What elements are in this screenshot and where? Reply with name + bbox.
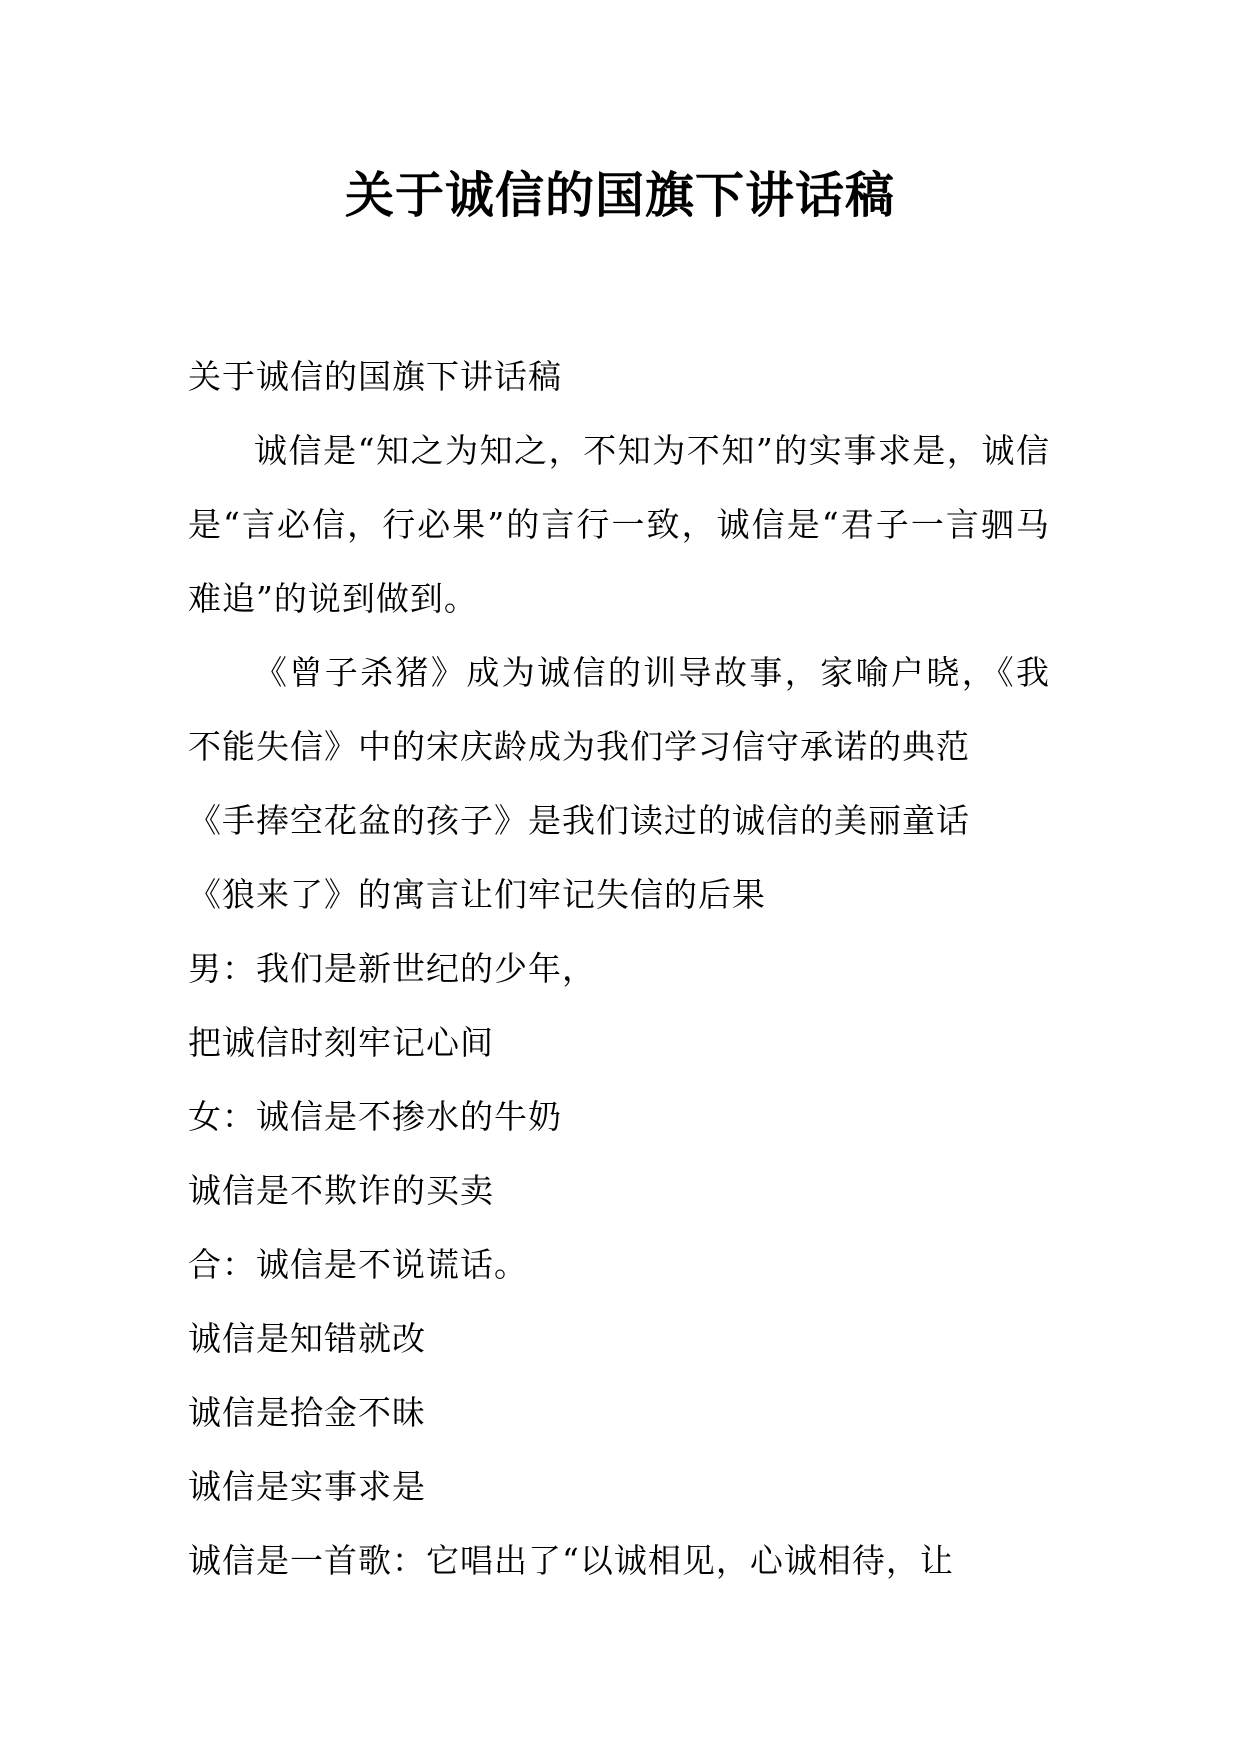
paragraph-song: 诚信是一首歌：它唱出了“以诚相见，心诚相待，让 [188,1541,954,1580]
paragraph-fable: 《狼来了》的寓言让们牢记失信的后果 [188,875,766,914]
paragraph-chorus-line-4: 诚信是实事求是 [188,1467,426,1506]
paragraph-female-line-2: 诚信是不欺诈的买卖 [188,1171,494,1210]
paragraph-stories: 《曾子杀猪》成为诚信的训导故事，家喻户晓，《我不能失信》中的宋庆龄成为我们学习信守承诺的典范 [188,653,1050,766]
paragraph-chorus-line-2: 诚信是知错就改 [188,1319,426,1358]
paragraph-male-line: 男：我们是新世纪的少年， [188,949,596,988]
paragraph-male-line-2: 把诚信时刻牢记心间 [188,1023,494,1062]
page-title: 关于诚信的国旗下讲话稿 [344,167,895,224]
document-body [188,340,1050,1598]
paragraph-fairy-tale: 《手捧空花盆的孩子》是我们读过的诚信的美丽童话 [188,801,970,840]
paragraph-chorus-line: 合：诚信是不说谎话。 [188,1245,528,1284]
paragraph-female-line: 女：诚信是不掺水的牛奶 [188,1097,562,1136]
paragraph-subtitle: 关于诚信的国旗下讲话稿 [188,357,562,396]
paragraph-chorus-line-3: 诚信是拾金不昧 [188,1393,426,1432]
paragraph-definition: 诚信是“知之为知之，不知为不知”的实事求是，诚信是“言必信，行必果”的言行一致，诚信是“君子一言驷马难追”的说到做到。 [188,431,1050,618]
